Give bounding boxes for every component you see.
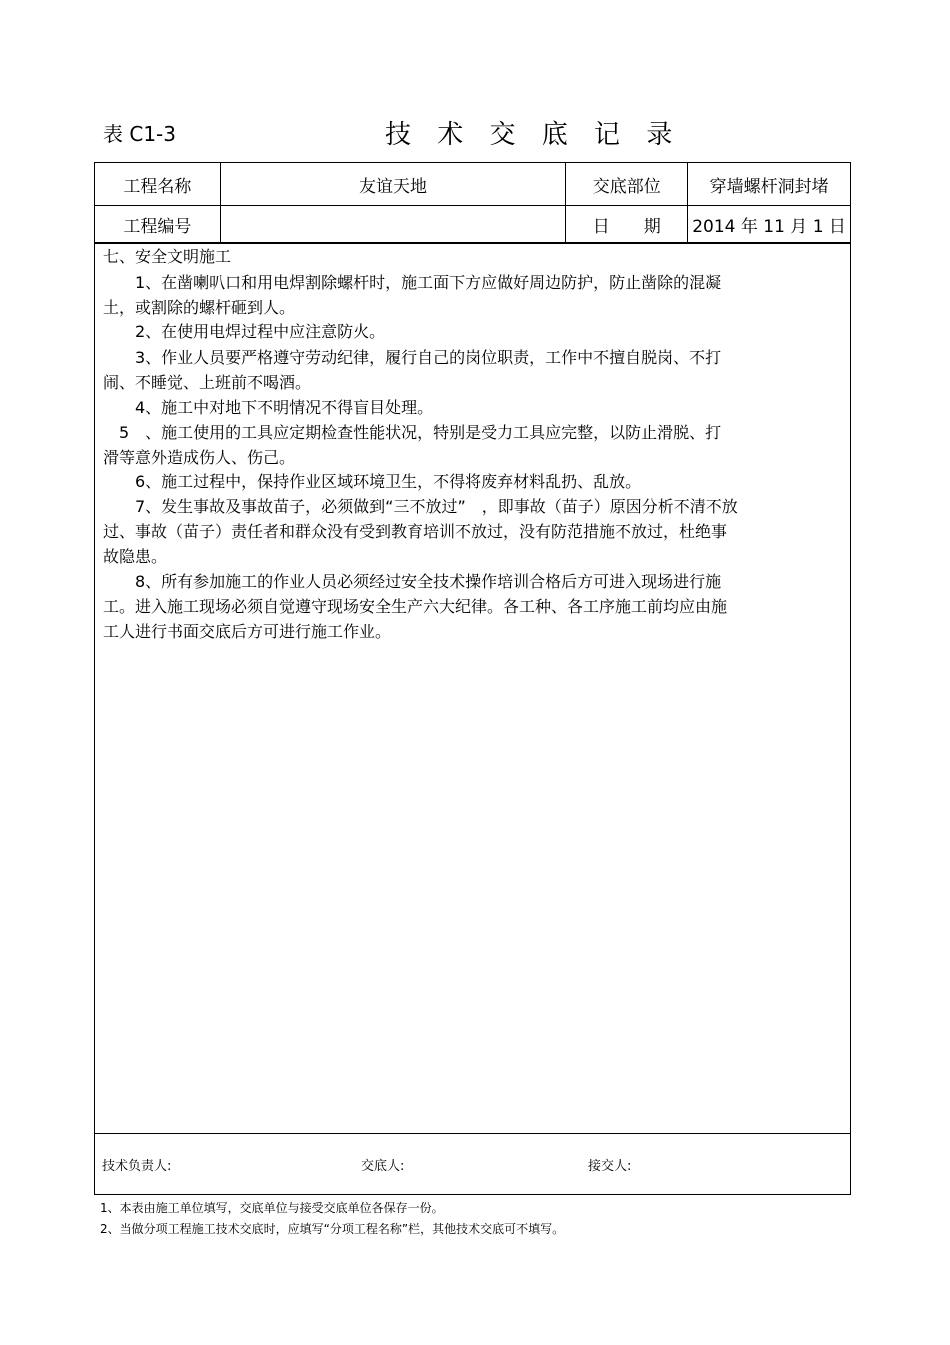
date-label: 日 期 (566, 206, 688, 244)
project-name-value: 友谊天地 (220, 163, 565, 206)
footnote: 1、本表由施工单位填写，交底单位与接受交底单位各保存一份。 (100, 1201, 444, 1215)
form-code: 表 C1-3 (103, 122, 176, 146)
content-line: 7、发生事故及事故苗子，必须做到“三不放过” ，即事故（苗子）原因分析不清不放 (103, 497, 738, 516)
table-row (95, 206, 851, 244)
header-table (94, 162, 851, 244)
content-line: 故隐患。 (103, 547, 168, 566)
location-value: 穿墙螺杆洞封堵 (688, 163, 851, 206)
content-line: 工人进行书面交底后方可进行施工作业。 (103, 622, 392, 641)
content-line: 6、施工过程中，保持作业区域环境卫生，不得将废弃材料乱扔、乱放。 (103, 472, 642, 491)
content-line: 过、事故（苗子）责任者和群众没有受到教育培训不放过，没有防范措施不放过，杜绝事 (103, 522, 728, 541)
receiver-signature: 接交人: (588, 1159, 632, 1174)
tech-lead-signature: 技术负责人: (102, 1159, 172, 1174)
content-line: 8、所有参加施工的作业人员必须经过安全技术操作培训合格后方可进入现场进行施 (103, 572, 722, 591)
project-no-label: 工程编号 (95, 206, 221, 244)
content-line: 工。进入施工现场必须自觉遵守现场安全生产六大纪律。各工种、各工序施工前均应由施 (103, 597, 728, 616)
content-line: 滑等意外造成伤人、伤己。 (103, 448, 296, 467)
project-name-label: 工程名称 (95, 163, 221, 206)
content-line: 七、安全文明施工 (103, 247, 232, 266)
content-line: 2、在使用电焊过程中应注意防火。 (103, 322, 386, 341)
content-line: 5 、施工使用的工具应定期检查性能状况，特别是受力工具应完整，以防止滑脱、打 (103, 423, 722, 442)
content-line: 1、在凿喇叭口和用电焊割除螺杆时，施工面下方应做好周边防护，防止凿除的混凝 (103, 273, 722, 292)
table-row (95, 163, 851, 206)
content-line: 3、作业人员要严格遵守劳动纪律，履行自己的岗位职责，工作中不擅自脱岗、不打 (103, 348, 722, 367)
content-line: 土，或割除的螺杆砸到人。 (103, 298, 296, 317)
discloser-signature: 交底人: (361, 1159, 405, 1174)
date-value: 2014 年 11 月 1 日 (688, 206, 851, 244)
signature-box (94, 1133, 851, 1195)
content-line: 闹、不睡觉、上班前不喝酒。 (103, 373, 312, 392)
project-no-value (220, 206, 565, 244)
location-label: 交底部位 (566, 163, 688, 206)
document-title: 技 术 交 底 记 录 (385, 120, 682, 150)
footnote: 2、当做分项工程施工技术交底时，应填写“分项工程名称”栏，其他技术交底可不填写。 (100, 1222, 565, 1236)
content-line: 4、施工中对地下不明情况不得盲目处理。 (103, 398, 434, 417)
